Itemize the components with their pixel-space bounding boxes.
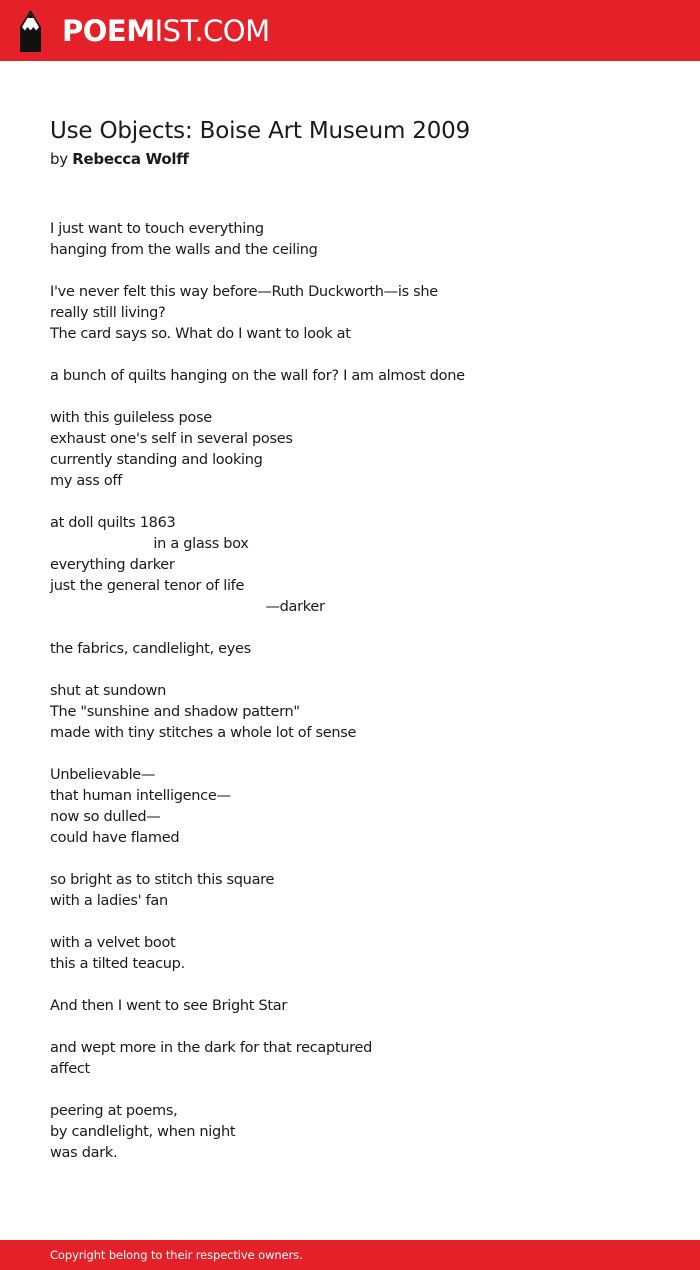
poem-line: a bunch of quilts hanging on the wall for? I am almost done <box>50 368 465 384</box>
poem-line: really still living? <box>50 305 166 321</box>
poem-body <box>50 219 650 1164</box>
poem-line <box>50 744 650 765</box>
poem-line: my ass off <box>50 473 122 489</box>
site-logo-text <box>62 13 270 48</box>
poem-line: I've never felt this way before—Ruth Duckworth—is she <box>50 284 438 300</box>
poem-line <box>50 1017 650 1038</box>
poem-line <box>50 492 650 513</box>
poem-line: could have flamed <box>50 830 180 846</box>
poem-line: currently standing and looking <box>50 452 263 468</box>
poem-line: made with tiny stitches a whole lot of sense <box>50 725 357 741</box>
poem-line: Unbelievable— <box>50 767 156 783</box>
poem-line <box>50 1080 650 1101</box>
logo-text-light: IST.COM <box>154 13 270 48</box>
poem-line: affect <box>50 1061 90 1077</box>
poem-line <box>50 975 650 996</box>
pencil-tip-icon <box>18 10 43 52</box>
poem-line <box>50 261 650 282</box>
poem-line: The "sunshine and shadow pattern" <box>50 704 300 720</box>
poem-line <box>50 618 650 639</box>
poem-line: with a velvet boot <box>50 935 176 951</box>
copyright-notice: Copyright belong to their respective owners. <box>50 1248 303 1262</box>
logo-text-bold: POEM <box>62 13 155 48</box>
poem-line: And then I went to see Bright Star <box>50 998 288 1014</box>
poem-line: peering at poems, <box>50 1103 178 1119</box>
poem-line <box>50 345 650 366</box>
poem-line: and wept more in the dark for that recaptured <box>50 1040 372 1056</box>
site-footer <box>0 1240 700 1270</box>
by-label: by <box>50 150 68 168</box>
poem-line: with this guileless pose <box>50 410 212 426</box>
poem-line: with a ladies' fan <box>50 893 168 909</box>
poem-line <box>50 849 650 870</box>
poem-line: hanging from the walls and the ceiling <box>50 242 318 258</box>
poem-line: so bright as to stitch this square <box>50 872 275 888</box>
poem-line: exhaust one's self in several poses <box>50 431 293 447</box>
poem-line: the fabrics, candlelight, eyes <box>50 641 251 657</box>
poem-line <box>50 912 650 933</box>
poem-heading <box>50 116 650 170</box>
poem-line: by candlelight, when night <box>50 1124 236 1140</box>
poem-line: now so dulled— <box>50 809 161 825</box>
poem-line: in a glass box <box>50 536 249 552</box>
poem-title: Use Objects: Boise Art Museum 2009 <box>50 118 471 144</box>
poem-line: I just want to touch everything <box>50 221 264 237</box>
site-logo-link[interactable] <box>18 8 270 54</box>
poem-line: —darker <box>50 599 325 615</box>
poem-line: this a tilted teacup. <box>50 956 185 972</box>
poem-line <box>50 660 650 681</box>
poem-line: at doll quilts 1863 <box>50 515 176 531</box>
poem-line: that human intelligence— <box>50 788 231 804</box>
poem-line: just the general tenor of life <box>50 578 245 594</box>
poem-line: The card says so. What do I want to look at <box>50 326 351 342</box>
poem-line: shut at sundown <box>50 683 166 699</box>
poem-line: everything darker <box>50 557 175 573</box>
poem-author: Rebecca Wolff <box>72 150 189 168</box>
poem-byline <box>50 148 650 170</box>
site-header <box>0 0 700 61</box>
poem-line <box>50 387 650 408</box>
poem-line: was dark. <box>50 1145 118 1161</box>
